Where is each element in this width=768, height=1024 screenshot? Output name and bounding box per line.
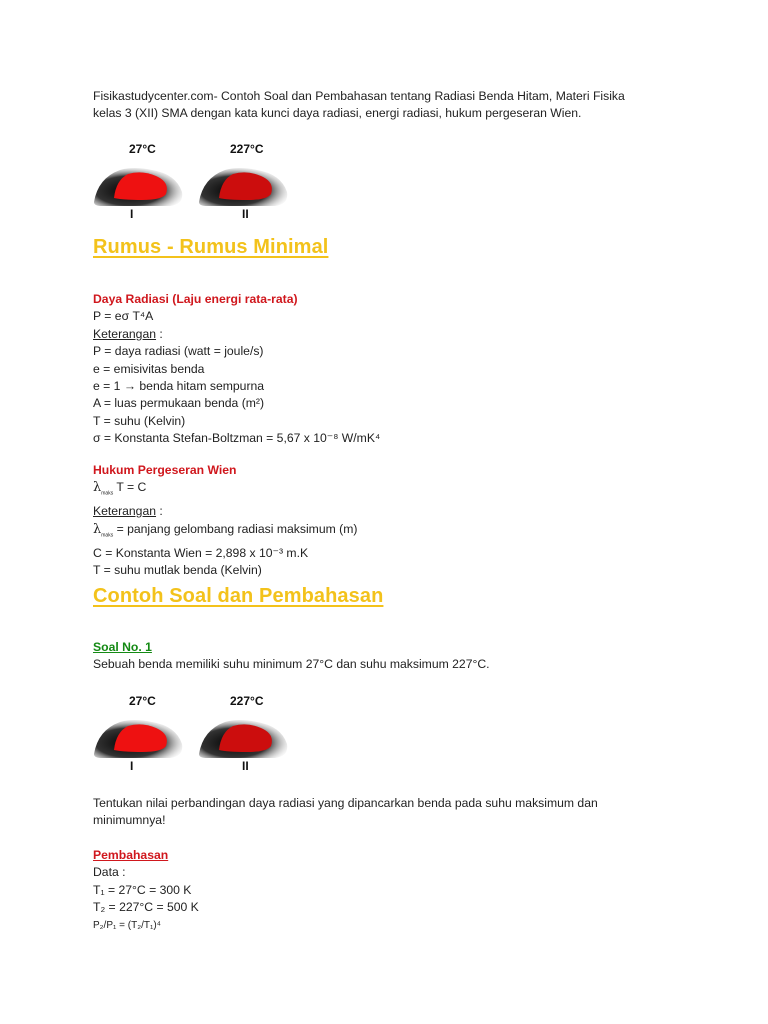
- maks-subscript-2: maks: [101, 532, 114, 539]
- intro-paragraph: [93, 88, 683, 123]
- t1-line: T₁ = 27°C = 300 K: [93, 882, 192, 897]
- keterangan-text-1: Keterangan: [93, 326, 157, 341]
- data-label: Data :: [93, 865, 126, 880]
- wien-line: T = suhu mutlak benda (Kelvin): [93, 562, 262, 577]
- daya-radiasi-formula: P = eσ T⁴A: [93, 309, 154, 324]
- intro-line-1: Fisikastudycenter.com- Contoh Soal dan Pembahasan tentang Radiasi Benda Hitam, Materi Fisika: [93, 89, 625, 103]
- lambda-symbol-2: λ: [93, 521, 102, 537]
- figure-temp-1: 27°C: [129, 694, 156, 708]
- wien-block: [93, 462, 693, 579]
- daya-line: P = daya radiasi (watt = joule/s): [93, 344, 264, 359]
- blackbody-figure-top: [92, 140, 292, 220]
- t2-line: T₂ = 227°C = 500 K: [93, 900, 199, 915]
- soal-block: [93, 639, 693, 674]
- keterangan-label-1: [93, 326, 693, 343]
- lambda-description: [93, 521, 693, 545]
- question-line-1: Tentukan nilai perbandingan daya radiasi yang dipancarkan benda pada suhu maksimum dan: [93, 796, 598, 810]
- soal-heading: Soal No. 1: [93, 640, 152, 654]
- daya-line: e = 1 → benda hitam sempurna: [93, 379, 265, 394]
- wien-formula-rest: T = C: [113, 480, 147, 495]
- figure-label-2: II: [242, 759, 249, 773]
- daya-line: e = emisivitas benda: [93, 361, 205, 376]
- lambda-symbol: λ: [93, 480, 102, 496]
- keterangan-text-2: Keterangan: [93, 504, 157, 519]
- soal-text: Sebuah benda memiliki suhu minimum 27°C dan suhu maksimum 227°C.: [93, 657, 490, 672]
- blackbody-shape-1: [92, 160, 187, 210]
- wien-heading: Hukum Pergeseran Wien: [93, 463, 237, 477]
- daya-line: σ = Konstanta Stefan-Boltzman = 5,67 x 10⁻⁸ W/mK⁴: [93, 431, 381, 446]
- figure-temp-2: 227°C: [230, 694, 264, 708]
- wien-line: C = Konstanta Wien = 2,898 x 10⁻³ m.K: [93, 545, 309, 560]
- daya-line: T = suhu (Kelvin): [93, 413, 186, 428]
- blackbody-shape-1: [92, 712, 187, 762]
- daya-line: A = luas permukaan benda (m²): [93, 396, 265, 411]
- maks-subscript: maks: [101, 490, 114, 497]
- question-line-2: minimumnya!: [93, 813, 166, 828]
- blackbody-shape-2: [197, 712, 292, 762]
- keterangan-colon-2: :: [156, 504, 163, 519]
- figure-label-2: II: [242, 207, 249, 221]
- wien-formula: [93, 479, 693, 503]
- pembahasan-block: [93, 847, 693, 934]
- lambda-desc-text: = panjang gelombang radiasi maksimum (m): [113, 521, 358, 536]
- daya-radiasi-block: [93, 291, 693, 448]
- keterangan-colon-1: :: [156, 326, 163, 341]
- keterangan-label-2: [93, 503, 693, 520]
- section-title-rumus: Rumus - Rumus Minimal: [93, 236, 329, 258]
- section-title-contoh-soal: Contoh Soal dan Pembahasan: [93, 585, 384, 607]
- daya-radiasi-heading: Daya Radiasi (Laju energi rata-rata): [93, 292, 298, 306]
- figure-temp-2: 227°C: [230, 142, 264, 156]
- blackbody-shape-2: [197, 160, 292, 210]
- pembahasan-heading: Pembahasan: [93, 848, 169, 862]
- figure-temp-1: 27°C: [129, 142, 156, 156]
- intro-line-2: kelas 3 (XII) SMA dengan kata kunci daya radiasi, energi radiasi, hukum pergeseran Wien.: [93, 106, 582, 121]
- blackbody-figure-soal: [92, 692, 292, 772]
- ratio-line: P₂/P₁ = (T₂/T₁)⁴: [93, 919, 161, 931]
- figure-label-1: I: [130, 207, 134, 221]
- question-block: [93, 795, 693, 830]
- figure-label-1: I: [130, 759, 134, 773]
